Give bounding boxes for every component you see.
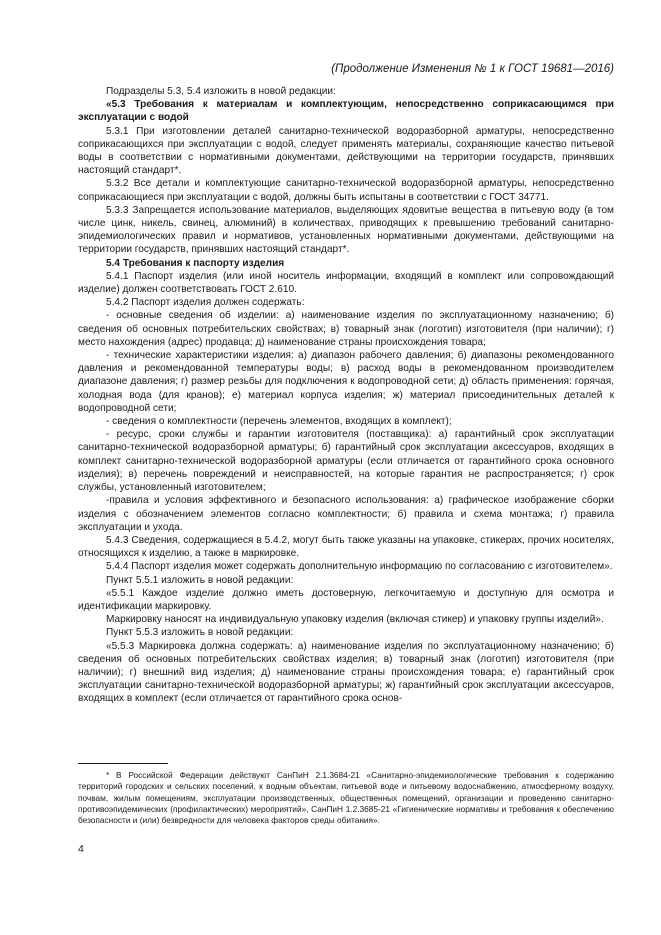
- paragraph: «5.5.3 Маркировка должна содержать: а) наименование изделия по эксплуатационному назначению; б) сведения об основных потребительских свойствах изделия; в) товарный знак (логотип) изготовителя (при наличии); г) внешний вид изделия; д) наименование страны происхождения товара; е) гарантийный срок эксплуатации санитарно-технической водоразборной арматуры; ж) гарантийный срок эксплуатации аксессуаров, входящих в комплект (если отличается от гарантийного срока основ-: [78, 640, 614, 705]
- paragraph: 5.4.1 Паспорт изделия (или иной носитель информации, входящий в комплект или сопровождающий изделие) должен соответствовать ГОСТ 2.610.: [78, 270, 614, 296]
- list-item: - технические характеристики изделия: а) диапазон рабочего давления; б) диапазоны рекомендованного давления и рекомендованной температуры воды; в) расход воды в рекомендованном производителем диапазоне давления; г) размер резьбы для подключения к водопроводной сети; д) область применения: горячая, холодная вода (для кранов); е) материал корпуса изделия; ж) материал присоединительных деталей к водопроводной сети;: [78, 350, 614, 414]
- section-heading: 5.4 Требования к паспорту изделия: [106, 257, 285, 269]
- document-body: [78, 85, 614, 706]
- footnote: [78, 770, 614, 826]
- footnote-text: * В Российской Федерации действуют СанПиН 2.1.3684-21 «Санитарно-эпидемиологические требования к содержанию территорий городских и сельских поселений, к водным объектам, питьевой воде и питьевому водоснабжению, атмосферному воздуху, почвам, жилым помещениям, эксплуатации производственных, общественных помещений, организации и проведению санитарно-противоэпидемических (профилактических) мероприятий», СанПиН 1.2.3685-21 «Гигиенические нормативы и требования к обеспечению безопасности и (или) безвредности для человека факторов среды обитания».: [78, 770, 614, 826]
- page-number: 4: [78, 843, 84, 855]
- paragraph: Подразделы 5.3, 5.4 изложить в новой редакции:: [106, 86, 336, 97]
- paragraph: 5.4.4 Паспорт изделия может содержать дополнительную информацию по согласованию с изготовителем».: [106, 561, 613, 573]
- paragraph: 5.4.2 Паспорт изделия должен содержать:: [106, 297, 305, 309]
- paragraph: Пункт 5.5.1 изложить в новой редакции:: [106, 574, 294, 586]
- paragraph: 5.4.3 Сведения, содержащиеся в 5.4.2, могут быть также указаны на упаковке, стикерах, прочих носителях, относящихся к изделию, а также в маркировке.: [78, 534, 614, 560]
- footnote-divider: [78, 763, 168, 764]
- paragraph: Пункт 5.5.3 изложить в новой редакции:: [106, 627, 294, 639]
- section-heading: «5.3 Требования к материалам и комплектующим, непосредственно соприкасающимся при эксплуатации с водой: [78, 99, 614, 124]
- paragraph: «5.5.1 Каждое изделие должно иметь достоверную, легкочитаемую и доступную для осмотра и идентификации маркировку.: [78, 587, 614, 612]
- paragraph: Маркировку наносят на индивидуальную упаковку изделия (включая стикер) и упаковку группы изделий».: [106, 614, 604, 626]
- list-item: - ресурс, сроки службы и гарантии изготовителя (поставщика): а) гарантийный срок эксплуатации санитарно-технической водоразборной арматуры; б) гарантийный срок эксплуатации аксессуаров, входящих в комплект санитарно-технической водоразборной арматуры (если отличается от гарантийного срока основного изделия); в) перечень повреждений и неисправностей, на которые гарантия не распространяется; г) срок службы, установленный изготовителем;: [78, 429, 614, 494]
- paragraph: 5.3.1 При изготовлении деталей санитарно-технической водоразборной арматуры, непосредственно соприкасающихся при эксплуатации с водой, следует применять материалы, сохраняющие качество питьевой воды в соответствии с нормативными документами, действующими на территории государств, принявших настоящий стандарт*.: [78, 125, 614, 177]
- running-header: (Продолжение Изменения № 1 к ГОСТ 19681—2016): [331, 63, 614, 75]
- list-item: -правила и условия эффективного и безопасного использования: а) графическое изображение сборки изделия с обозначением элементов согласно комплектности; б) правила и схема монтажа; г) правила эксплуатации и ухода.: [78, 495, 614, 533]
- paragraph: 5.3.2 Все детали и комплектующие санитарно-технической водоразборной арматуры, непосредственно соприкасающиеся при эксплуатации с водой, должны быть испытаны в соответствии с ГОСТ 34771.: [78, 178, 614, 203]
- list-item: - сведения о комплектности (перечень элементов, входящих в комплект);: [106, 416, 452, 428]
- paragraph: 5.3.3 Запрещается использование материалов, выделяющих ядовитые вещества в питьевую воду (в том числе цинк, никель, свинец, алюминий) в количествах, приводящих к превышению требований санитарно-эпидемиологических правил и нормативов, установленных нормативными документами, действующими на территории государств, принявших настоящий стандарт*.: [78, 204, 614, 256]
- list-item: - основные сведения об изделии: а) наименование изделия по эксплуатационному назначению; б) сведения об основных потребительских свойствах; в) товарный знак (логотип) изготовителя (при наличии); г) место нахождения (адрес) продавца; д) наименование страны происхождения товара;: [78, 310, 614, 348]
